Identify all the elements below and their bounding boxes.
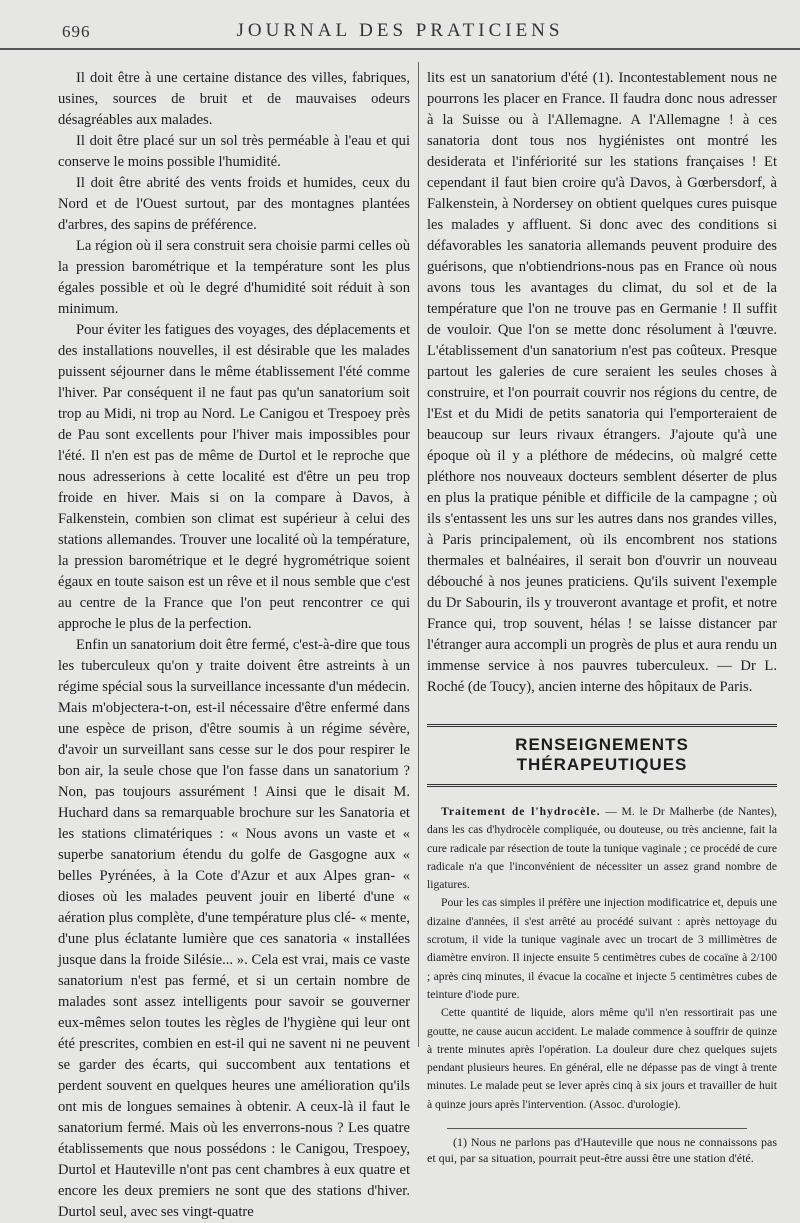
page-header (0, 18, 800, 50)
page-number: 696 (62, 22, 91, 41)
left-column (58, 68, 410, 1223)
right-column (427, 68, 777, 1166)
paragraph: Il doit être à une certaine distance des villes, fabriques, usines, sources de bruit et de mauvaises odeurs désagréables aux malades. (58, 70, 410, 128)
therapy-item-text: — M. le Dr Malherbe (de Nantes), dans les cas d'hydrocèle compliquée, ou douteuse, ou très ancienne, fait la cure radicale par résection de toute la tunique vaginale ; ce procédé de cure radicale n'a que l'inconvénient de nécessiter un assez grand nombre de ligatures. (427, 805, 777, 892)
paragraph: La région où il sera construit sera choisie parmi celles où la pression barométrique et la température sont les plus égales possible et où le degré d'humidité soit réduit à son minimum. (58, 238, 410, 317)
footnote (427, 1135, 777, 1166)
paragraph: lits est un sanatorium d'été (1). Incontestablement nous ne pourrons les placer en France. Il faudra donc nous adresser à la Suisse ou à l'Allemagne. A l'Allemagne ! à ces sanatoria dont tous nos hygiénistes ont montré les desiderata et l'infériorité sur les stations françaises ! Et cependant il faut bien croire qu'à Davos, à Gœrbersdorf, à Falkenstein, à Nordersey on obtient quelques cures puisque les malades y affluent. Si donc avec des conditions si défavorables les sanatoria allemands peuvent produire des guérisons, que n'obtiendrions-nous pas en France où nous avons tous les avantages du climat, du sol et de la température que l'on ne trouve pas en Germanie ! Il suffit de vouloir. Que l'on se mette donc résolument à l'œuvre. L'établissement d'un sanatorium n'est pas coûteux. Presque partout les galeries de cure seraient les seules choses à construire, et l'on pourrait couvrir nos régions du centre, de l'Est et du Midi de petits sanatoria qui l'emporteraient de beaucoup sur leurs rivaux étrangers. J'ajoute qu'à une époque où il y a pléthore de médecins, où malgré cette pléthore nos nouveaux docteurs semblent déserter de plus en plus la pratique pénible et difficile de la campagne ; où ils s'entassent les uns sur les autres dans nos grandes villes, à Paris principalement, où ils encombrent nos stations thermales et balnéaires, il serait bon d'ouvrir un nouveau débouché à nos jeunes praticiens. Qu'ils suivent l'exemple du Dr Sabourin, ils y trouveront avantage et profit, et notre France qui, trop souvent, hélas ! se laisse distancer par l'étranger aura accompli un progrès de plus et aura rendu un immense service à nos pauvres tuberculeux. — Dr L. Roché (de Toucy), ancien interne des hôpitaux de Paris. (427, 70, 777, 695)
paragraph: Il doit être abrité des vents froids et humides, ceux du Nord et de l'Ouest surtout, par des montagnes plantées d'arbres, des sapins de préférence. (58, 175, 410, 233)
paragraph: Enfin un sanatorium doit être fermé, c'est-à-dire que tous les tuberculeux qu'on y traite doivent être astreints à un régime spécial sous la surveillance incessante d'un médecin. Mais m'objectera-t-on, est-il nécessaire d'être enfermé dans une espèce de prison, d'être soumis à un régime sévère, d'avoir un surveillant sans cesse sur le dos pour respirer le bon air, la seule chose que l'on fasse dans un sanatorium ? Non, pas toujours assurément ! Ainsi que le disait M. Huchard dans sa remarquable brochure sur les Sanatoria et les stations climatériques : « Nous avons un vaste et « superbe sanatorium étendu du golfe de Gasgogne aux « belles Pyrénées, à la Cote d'Azur et aux Alpes gran- « dioses où les malades peuvent jouir en liberté d'une « aération plus complète, d'une température plus clé- « mente, d'une plus éclatante lumière que ces sanatoria « installées jusque dans la froide Silésie... ». Cela est vrai, mais ce vaste sanatorium n'est pas fermé, et si un certain nombre de malades sont assez intelligents pour savoir se gouverner eux-mêmes selon toutes les règles de l'hygiène qui leur ont été prescrites, combien en est-il qui ne savent ni ne peuvent se garder des écarts, qui succombent aux tentations et perdent souvent en quelques heures une amélioration qu'ils ont mis de longues semaines à obtenir. A ceux-là il faut le sanatorium fermé. Mais où les enverrons-nous ? Les quatre établissements que nous possédons : le Canigou, Trespoey, Durtol et Hauteville n'ont pas cent chambres à eux quatre et encore les deux premiers ne sont que des stations d'hiver. Durtol seul, avec ses vingt-quatre (58, 637, 410, 1220)
article-continuation (427, 68, 777, 698)
paragraph: Il doit être placé sur un sol très perméable à l'eau et qui conserve le moins possible l'humidité. (58, 133, 410, 170)
therapy-item-title: Traitement de l'hydrocèle. (441, 805, 601, 818)
therapy-paragraph (427, 803, 777, 894)
therapy-paragraph: Pour les cas simples il préfère une injection modificatrice et, depuis une dizaine d'années, il s'est arrêté au procédé suivant : après nettoyage du scrotum, il vide la tunique vaginale avec un trocart de 3 millimètres de diamètre environ. Il injecte ensuite 5 centimètres cubes de cocaïne à 2/100 ; après cinq minutes, il évacue la cocaïne et injecte 5 centimètres cubes de teinture d'iode pure. (427, 896, 777, 1001)
therapy-paragraph: Cette quantité de liquide, alors même qu'il n'en ressortirait pas une goutte, ne cause aucun accident. Le malade commence à souffrir de quinze à trente minutes après l'opération. La douleur dure chez quelques sujets pendant plusieurs heures. En général, elle ne dépasse pas de vingt à trente minutes. Le malade peut se lever après cinq à six jours et travailler de huit à quinze jours après l'intervention. (Assoc. d'urologie). (427, 1006, 777, 1111)
footnote-divider (447, 1128, 747, 1129)
column-divider (418, 62, 419, 1047)
section-title: RENSEIGNEMENTS THÉRAPEUTIQUES (427, 724, 777, 787)
running-title: JOURNAL DES PRATICIENS (236, 20, 564, 41)
footnote-text: (1) Nous ne parlons pas d'Hauteville que nous ne connaissons pas et qui, par sa situation, pourrait peut-être aussi être une station d'été. (427, 1135, 777, 1165)
paragraph: Pour éviter les fatigues des voyages, des déplacements et des installations nouvelles, il est désirable que les malades puissent séjourner dans le même établissement l'été comme l'hiver. Par conséquent il ne faut pas qu'un sanatorium soit trop au Midi, ni trop au Nord. Le Canigou et Trespoey près de Pau sont excellents pour l'hiver mais impossibles pour l'été. Il n'en est pas de même de Durtol et le reproche que nous adresserions à cette localité est d'être un peu trop froide en hiver. Mais si on la compare à Davos, à Falkenstein, combien son climat est supérieur à celui des stations allemandes. Trouver une localité où la température, la pression barométrique et le degré hygrométrique soient égaux en toute saison est un rêve et il nous semble que c'est au centre de la France que l'on peut rencontrer ce qui approche le plus de la perfection. (58, 322, 410, 632)
therapy-section (427, 803, 777, 1114)
